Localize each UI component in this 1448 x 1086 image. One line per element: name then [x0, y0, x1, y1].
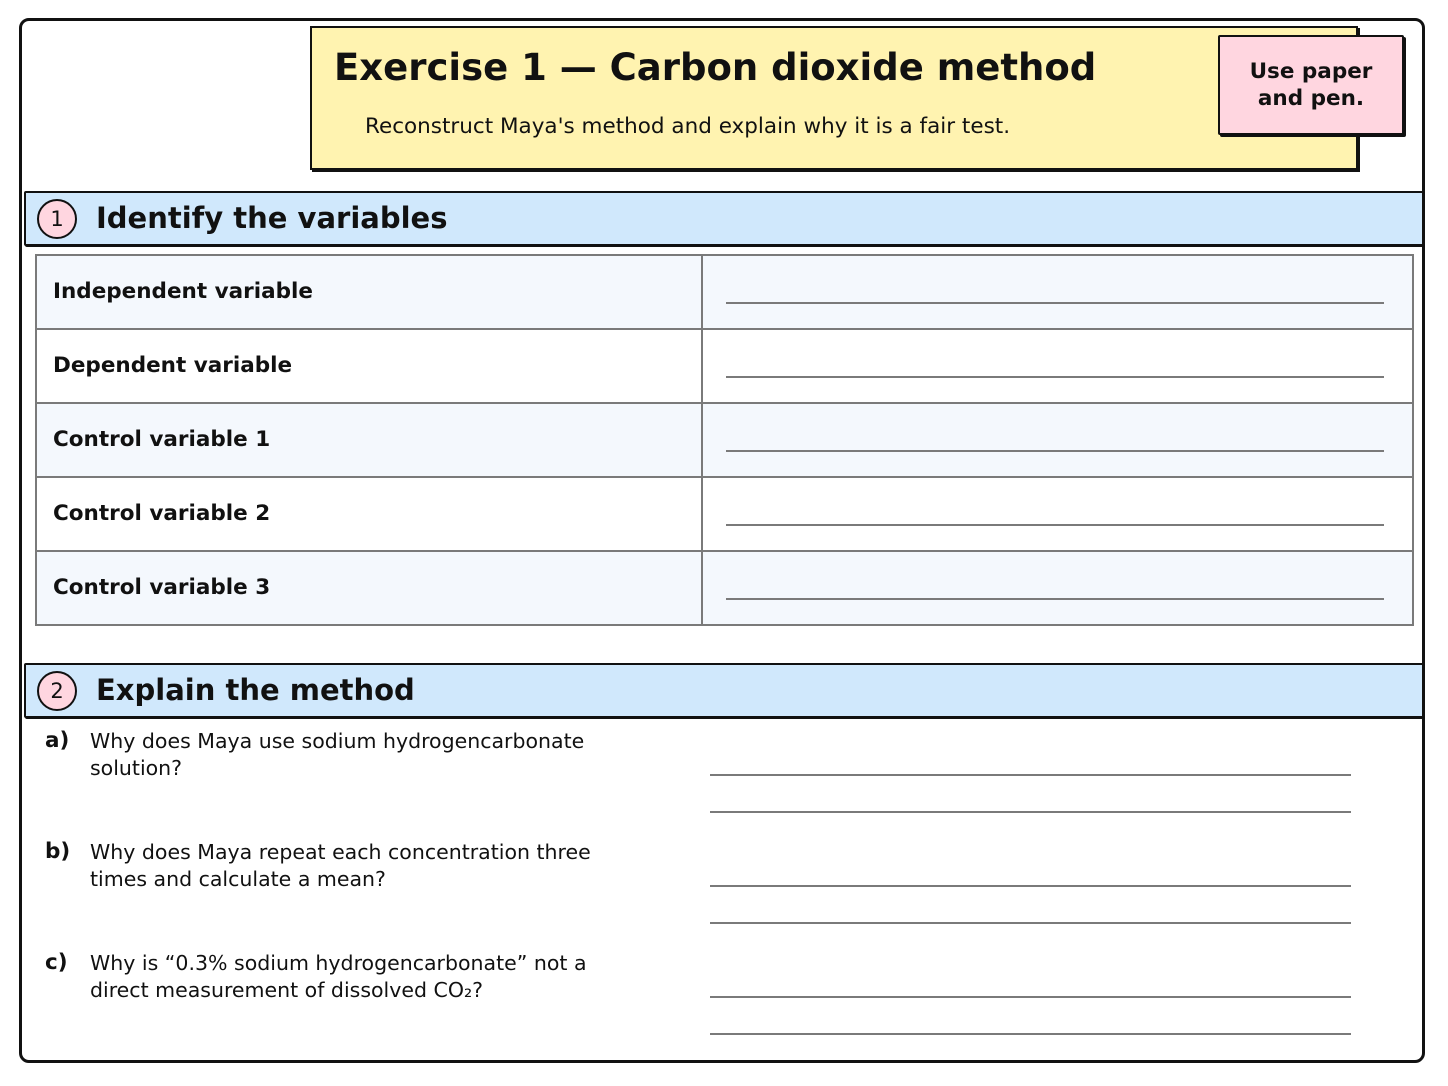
answer-cell[interactable]	[702, 551, 1413, 625]
section-header-variables	[24, 191, 1424, 246]
answer-line	[726, 302, 1384, 304]
variable-label: Control variable 2	[36, 477, 702, 551]
paper-pen-note	[1218, 35, 1404, 135]
answer-line[interactable]	[710, 922, 1351, 924]
answer-line	[726, 524, 1384, 526]
question-c	[0, 950, 1448, 1060]
question-text: Why does Maya repeat each concentration three times and calculate a mean?	[90, 840, 591, 891]
answer-line[interactable]	[710, 885, 1351, 887]
answer-cell[interactable]	[702, 255, 1413, 329]
variables-table	[35, 254, 1414, 626]
section-number-badge: 1	[37, 199, 77, 239]
question-text: Why is “0.3% sodium hydrogencarbonate” not a direct measurement of dissolved CO₂?	[90, 951, 587, 1002]
answer-cell[interactable]	[702, 329, 1413, 403]
table-row	[36, 551, 1413, 625]
answer-line	[726, 376, 1384, 378]
answer-line	[726, 450, 1384, 452]
answer-line[interactable]	[710, 811, 1351, 813]
question-b	[0, 839, 1448, 949]
section-header-method	[24, 663, 1424, 718]
section-title: Identify the variables	[96, 201, 448, 235]
question-a	[0, 728, 1448, 838]
title-banner	[310, 26, 1358, 170]
note-text: Use paper and pen.	[1249, 59, 1373, 111]
answer-line[interactable]	[710, 996, 1351, 998]
table-row	[36, 329, 1413, 403]
table-row	[36, 255, 1413, 329]
question-text: Why does Maya use sodium hydrogencarbonate solution?	[90, 729, 585, 780]
question-letter: c)	[45, 950, 68, 975]
table-row	[36, 403, 1413, 477]
answer-cell[interactable]	[702, 403, 1413, 477]
page-subtitle: Reconstruct Maya's method and explain why it is a fair test.	[365, 114, 1011, 139]
question-letter: a)	[45, 728, 70, 753]
answer-line[interactable]	[710, 1033, 1351, 1035]
variable-label: Dependent variable	[36, 329, 702, 403]
page-title: Exercise 1 — Carbon dioxide method	[334, 46, 1097, 89]
answer-line[interactable]	[710, 774, 1351, 776]
variable-label: Control variable 3	[36, 551, 702, 625]
section-title: Explain the method	[96, 673, 415, 707]
question-letter: b)	[45, 839, 71, 864]
answer-line	[726, 598, 1384, 600]
variable-label: Independent variable	[36, 255, 702, 329]
variable-label: Control variable 1	[36, 403, 702, 477]
answer-cell[interactable]	[702, 477, 1413, 551]
table-row	[36, 477, 1413, 551]
section-number-badge: 2	[37, 671, 77, 711]
